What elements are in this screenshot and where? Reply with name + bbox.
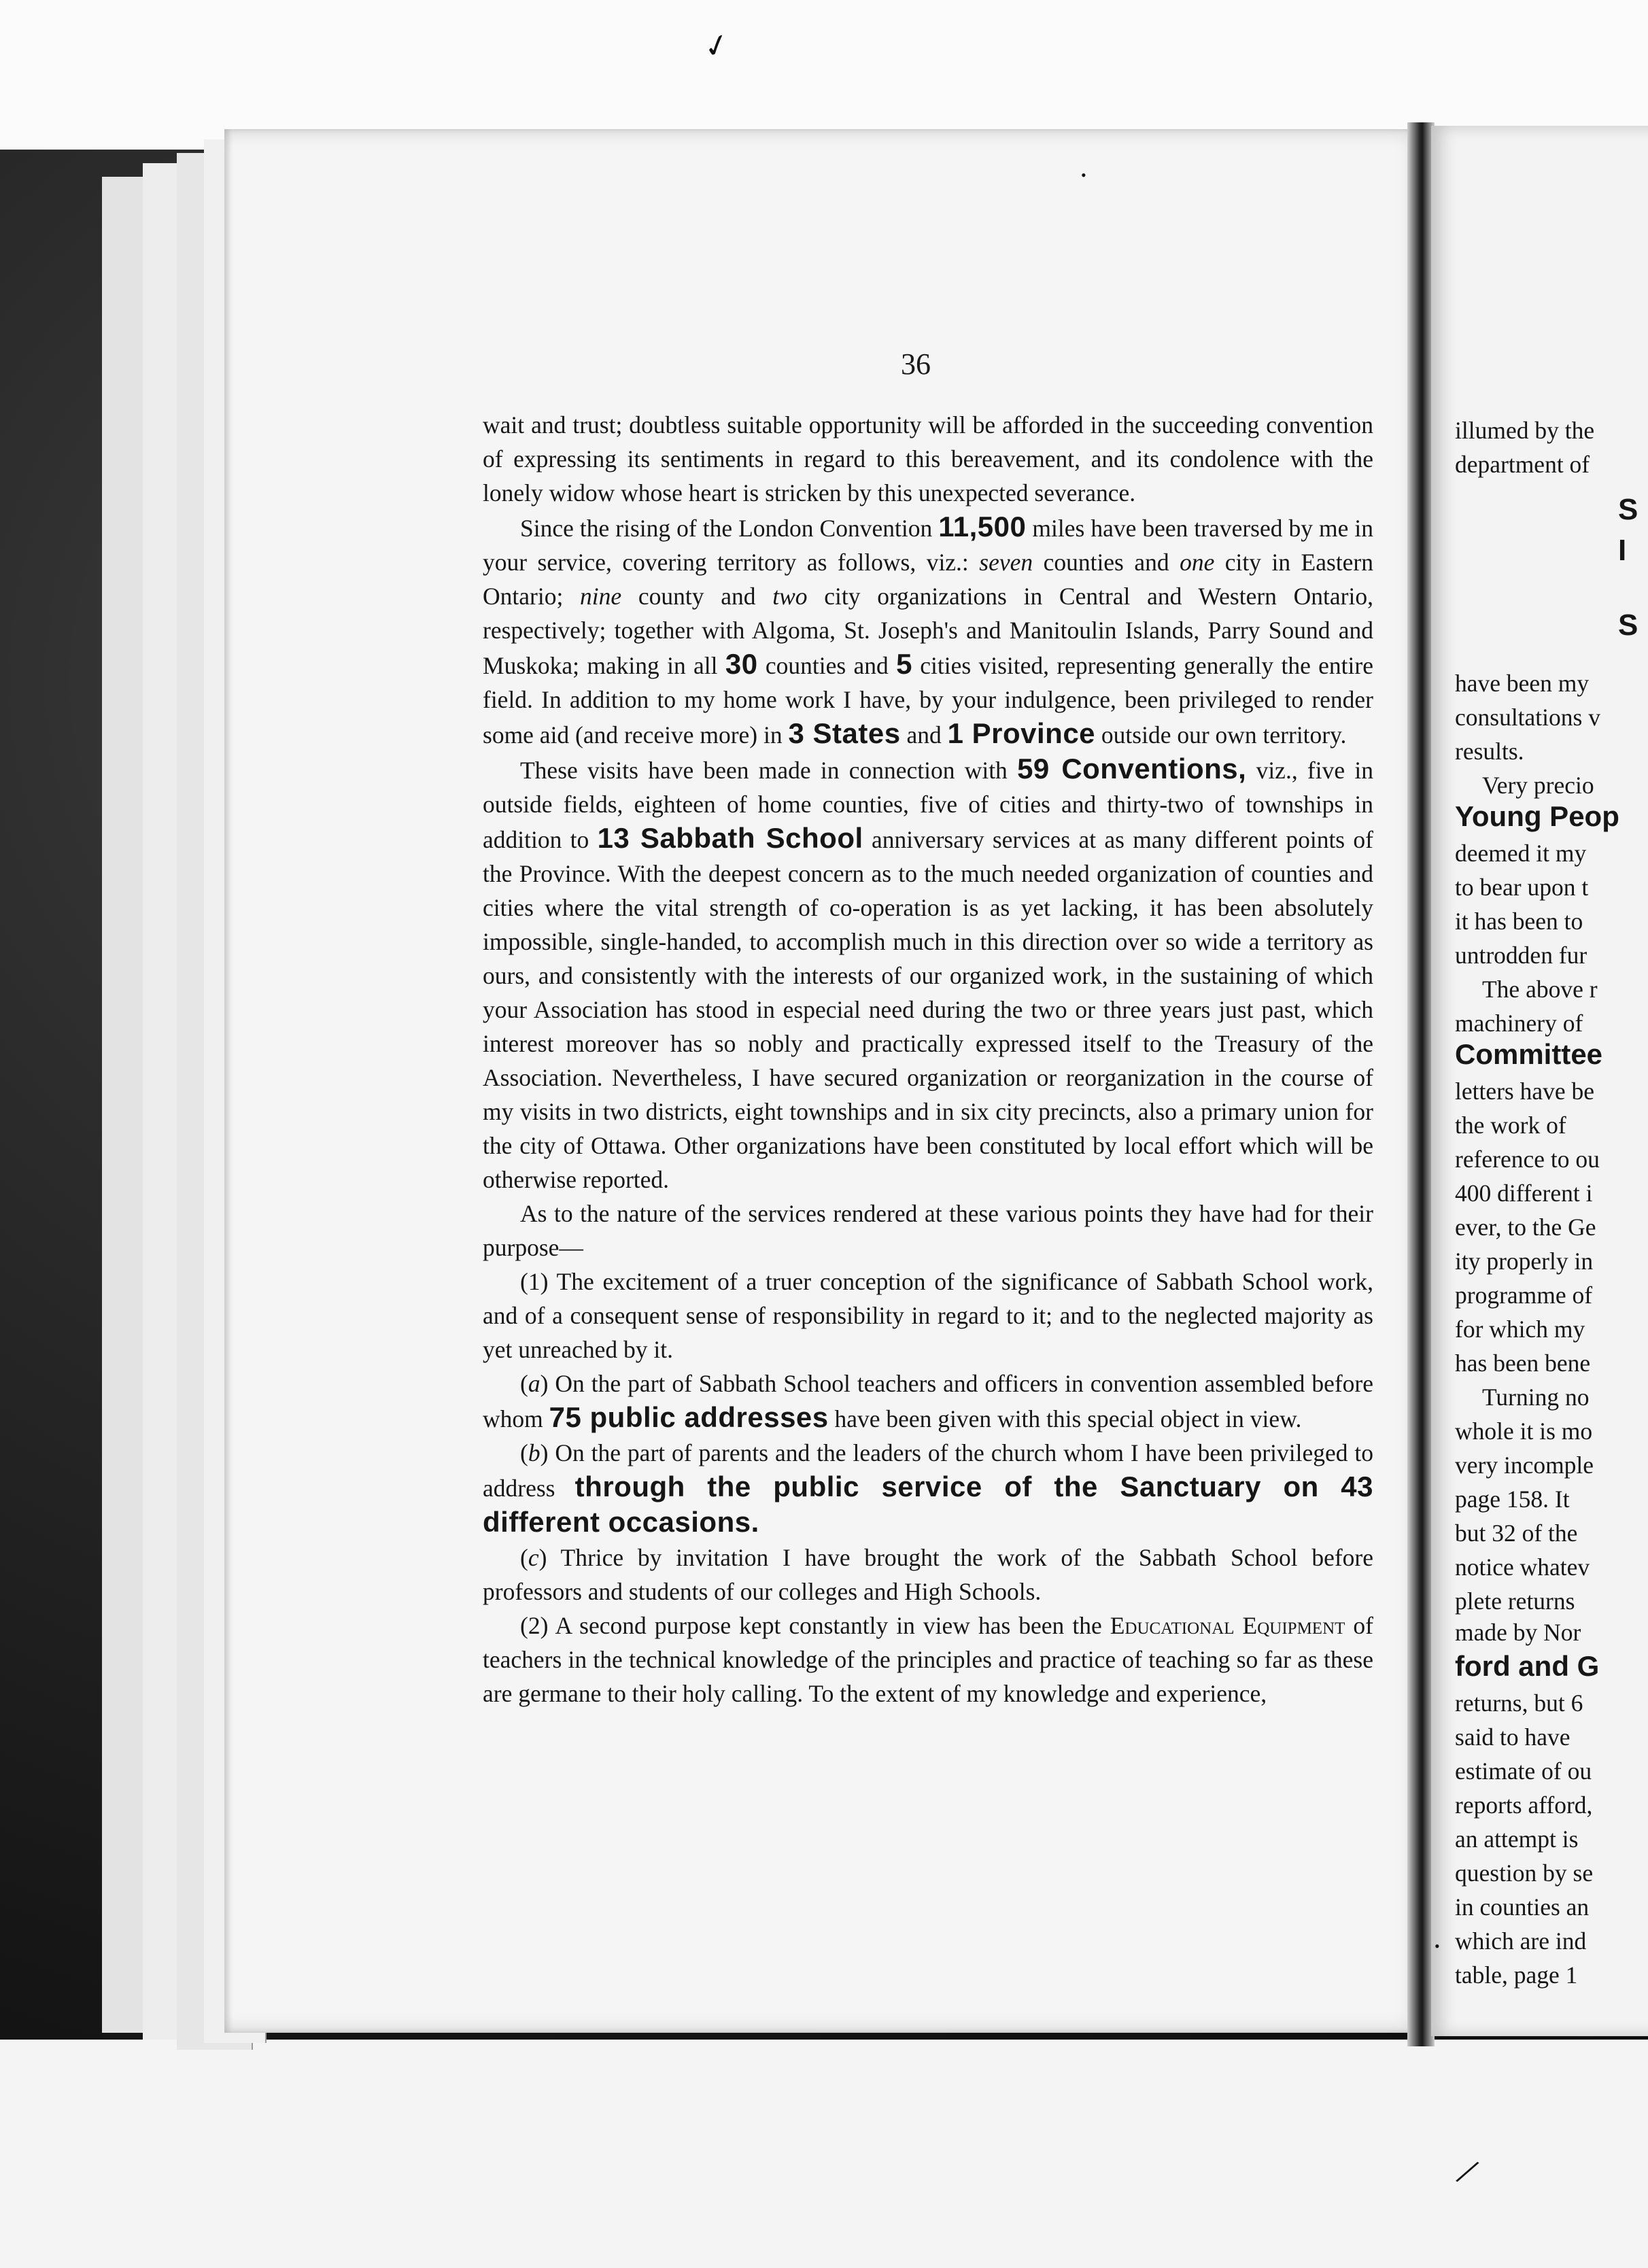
emphasis-text: 5 xyxy=(896,648,912,680)
paragraph xyxy=(483,1609,1373,1711)
right-page-line: but 32 of the xyxy=(1455,1519,1578,1547)
text-run: cities visited, representing generally the entire field. In addition to my home work I have, by your indulgence, been privileged to render some aid (and receive more) in xyxy=(483,652,1373,749)
right-page-line: notice whatev xyxy=(1455,1553,1590,1581)
paragraph xyxy=(483,1436,1373,1541)
right-page-line: to bear upon t xyxy=(1455,874,1589,901)
text-run: ) Thrice by invitation I have brought the work of the Sabbath School before professors and students of our colleges and High Schools. xyxy=(483,1544,1373,1605)
right-page-line: an attempt is xyxy=(1455,1825,1579,1853)
text-run: city organizations in Central and Western Ontario, respectively; together with Algoma, St. Joseph's and Manitoulin Islands, Parry Sound and Muskoka; making in all xyxy=(483,583,1373,679)
right-page-line: letters have be xyxy=(1455,1078,1595,1105)
text-run: c xyxy=(528,1544,539,1571)
text-run: city in Eastern Ontario; xyxy=(483,549,1374,610)
right-page-line: Very precio xyxy=(1482,772,1594,799)
right-page-line: Committee xyxy=(1455,1038,1603,1070)
right-page-line: Young Peop xyxy=(1455,800,1619,832)
right-page-line: results. xyxy=(1455,738,1524,765)
right-page-line: reports afford, xyxy=(1455,1791,1593,1819)
text-run: counties and xyxy=(757,652,897,679)
right-page-line: The above r xyxy=(1482,976,1598,1003)
right-page-line: very incomple xyxy=(1455,1451,1594,1479)
right-page-line: in counties an xyxy=(1455,1893,1590,1921)
emphasis-text: 3 States xyxy=(788,717,901,749)
text-run: county and xyxy=(621,583,773,610)
right-page-line: plete returns xyxy=(1455,1587,1575,1615)
text-run: Educational Equipment xyxy=(1110,1612,1345,1639)
page-body-text xyxy=(483,408,1373,1711)
right-page-line: ford and G xyxy=(1455,1650,1600,1682)
scan-speck: • xyxy=(1081,167,1086,184)
right-page-line: machinery of xyxy=(1455,1010,1583,1037)
right-page-line: department of xyxy=(1455,451,1590,478)
right-page-line: ity properly in xyxy=(1455,1248,1594,1275)
text-run: two xyxy=(772,583,808,610)
right-page-line: 400 different i xyxy=(1455,1180,1593,1207)
emphasis-text: 13 Sabbath School xyxy=(597,822,863,854)
right-page-heading-fragment: S xyxy=(1618,493,1638,526)
text-run: viz., five in outside fields, eighteen of home counties, five of cities and thirty-two of townships in addition to xyxy=(483,757,1373,853)
emphasis-text: 75 public addresses xyxy=(549,1401,829,1433)
right-page-line: whole it is mo xyxy=(1455,1418,1593,1445)
right-page-line: has been bene xyxy=(1455,1350,1591,1377)
emphasis-text: 59 Conventions, xyxy=(1017,753,1247,785)
text-run: b xyxy=(528,1439,540,1466)
text-run: anniversary services at as many different points of the Province. With the deepest concern as to the much needed organization of counties and cities where the vital strength of co-operation is as yet lacking, it has been absolutely impossible, single-handed, to accomplish much in this direction over so wide a territory as ours, and consistently with the interests of our organized work, in the sustaining of which your Association has stood in especial need during the two or three years just past, which interest moreover has so nobly and practically expressed itself to the Treasury of the Association. Nevertheless, I have secured organization or reorganization in the course of my visits in two districts, eight townships and in six city precincts, also a primary union for the city of Ottawa. Other organizations have been constituted by local effort which will be otherwise reported. xyxy=(483,826,1373,1193)
scan-top-margin xyxy=(0,0,1648,150)
text-run: and xyxy=(900,721,948,749)
text-run: a xyxy=(528,1370,540,1397)
right-page-line: said to have xyxy=(1455,1723,1570,1751)
text-run: As to the nature of the services rendered at these various points they have had for their purpose— xyxy=(483,1200,1373,1261)
right-page-line: table, page 1 xyxy=(1455,1961,1578,1989)
right-page-line: estimate of ou xyxy=(1455,1757,1592,1785)
right-page-heading-fragment: I xyxy=(1618,534,1627,567)
paragraph xyxy=(483,752,1373,1197)
text-run: counties and xyxy=(1033,549,1180,576)
text-run: These visits have been made in connection with xyxy=(520,757,1018,784)
paragraph xyxy=(483,1541,1373,1609)
text-run: of teachers in the technical knowledge of the principles and practice of teaching so far as these are germane to their holy calling. To the extent of my knowledge and experience, xyxy=(483,1612,1373,1707)
right-page-line: illumed by the xyxy=(1455,417,1595,444)
right-page-line: Turning no xyxy=(1482,1384,1590,1411)
text-run: seven xyxy=(979,549,1033,576)
page-number: 36 xyxy=(901,347,931,381)
right-page-line: untrodden fur xyxy=(1455,942,1587,969)
right-page-line: reference to ou xyxy=(1455,1146,1600,1173)
text-run: ) On the part of Sabbath School teachers and officers in convention assembled before whom xyxy=(483,1370,1373,1432)
text-run: wait and trust; doubtless suitable opportunity will be afforded in the succeeding convention of expressing its sentiments in regard to this bereavement, and its condolence with the lonely widow whose heart is stricken by this unexpected severance. xyxy=(483,411,1373,506)
scan-speck: / xyxy=(1451,2149,1484,2194)
right-page-line: returns, but 6 xyxy=(1455,1689,1583,1717)
scan-speck: ✓ xyxy=(700,25,734,67)
emphasis-text: through the public service of the Sanctuary on 43 different occasions. xyxy=(483,1471,1373,1538)
right-page xyxy=(1431,126,1648,2036)
text-run: outside our own territory. xyxy=(1095,721,1347,749)
text-run: nine xyxy=(580,583,622,610)
text-run: miles have been traversed by me in your service, covering territory as follows, viz.: xyxy=(483,515,1373,576)
right-page-line: deemed it my xyxy=(1455,840,1587,867)
text-run: ( xyxy=(520,1544,528,1571)
emphasis-text: 30 xyxy=(725,648,758,680)
paragraph xyxy=(483,1367,1373,1436)
scan-bottom-margin xyxy=(0,2040,1648,2268)
paragraph xyxy=(483,510,1373,752)
emphasis-text: 1 Province xyxy=(947,717,1096,749)
text-run: (1) The excitement of a truer conception of the significance of Sabbath School work, and of a consequent sense of responsibility in regard to it; and to the neglected majority as yet unreached by it. xyxy=(483,1268,1373,1363)
text-run: (2) A second purpose kept constantly in view has been the xyxy=(520,1612,1110,1639)
text-run: one xyxy=(1180,549,1215,576)
book-gutter xyxy=(1407,122,1435,2046)
right-page-line: which are ind xyxy=(1455,1927,1587,1955)
text-run: ( xyxy=(520,1439,528,1466)
right-page-line: question by se xyxy=(1455,1859,1594,1887)
right-page-heading-fragment: S xyxy=(1618,608,1638,642)
right-page-line: it has been to xyxy=(1455,908,1583,935)
right-page-line: programme of xyxy=(1455,1282,1593,1309)
right-page-line: page 158. It xyxy=(1455,1485,1570,1513)
right-page-line: for which my xyxy=(1455,1316,1585,1343)
paragraph xyxy=(483,1265,1373,1367)
right-page-line: the work of xyxy=(1455,1112,1566,1139)
text-run: Since the rising of the London Convention xyxy=(520,515,939,542)
paragraph xyxy=(483,408,1373,510)
emphasis-text: 11,500 xyxy=(938,511,1027,543)
right-page-line: made by Nor xyxy=(1455,1619,1581,1646)
text-run: ( xyxy=(520,1370,528,1397)
text-run: have been given with this special object in view. xyxy=(828,1405,1302,1432)
scan-speck: • xyxy=(1435,1938,1440,1955)
text-run: ) On the part of parents and the leaders of the church whom I have been privileged to address xyxy=(483,1439,1373,1502)
paragraph xyxy=(483,1197,1373,1265)
right-page-line: consultations v xyxy=(1455,704,1600,731)
right-page-line: have been my xyxy=(1455,670,1590,697)
right-page-line: ever, to the Ge xyxy=(1455,1214,1596,1241)
